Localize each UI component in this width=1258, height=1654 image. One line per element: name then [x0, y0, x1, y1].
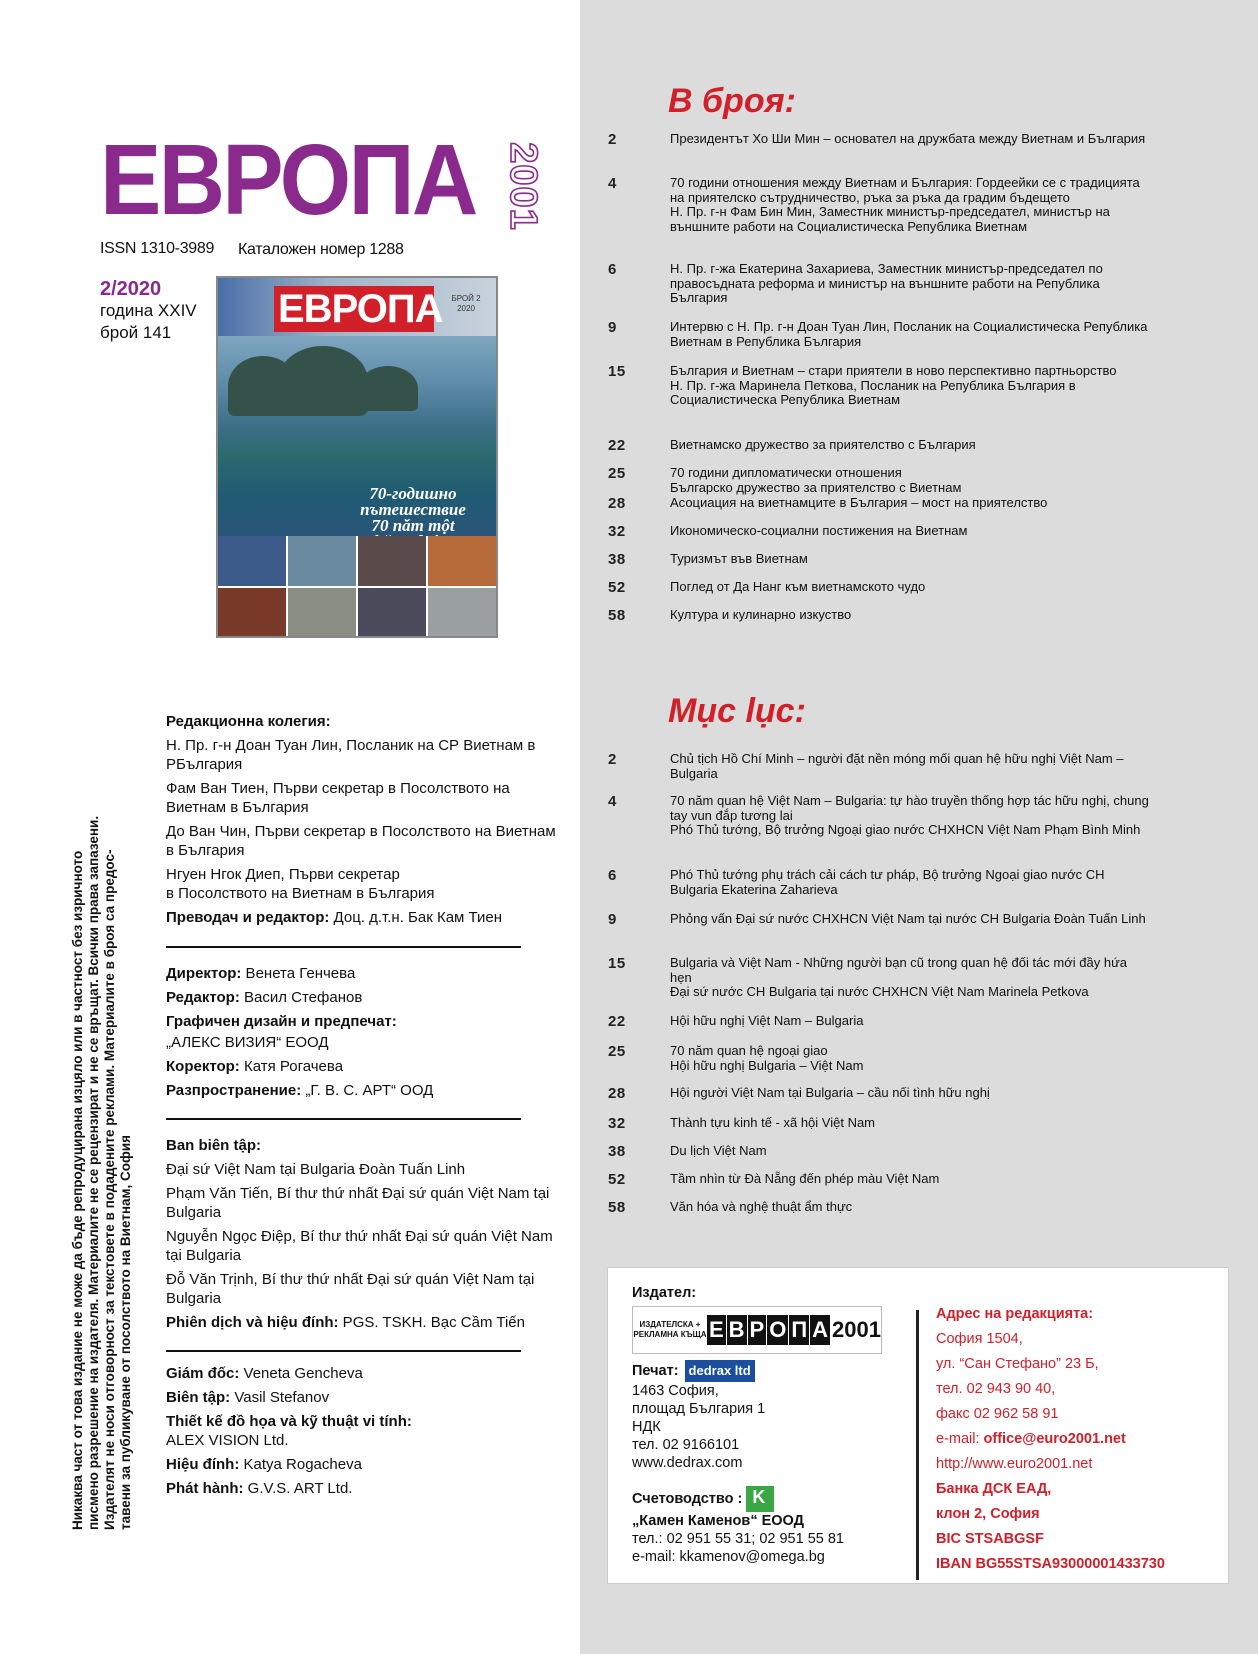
- toc-page-number: 28: [608, 1085, 626, 1102]
- bank-branch: клон 2, София: [936, 1506, 1040, 1522]
- toc-title: 70 năm quan hệ ngoại giao Hội hữu nghị Bulgaria – Việt Nam: [670, 1043, 864, 1073]
- editorial-address: [936, 1302, 1226, 1577]
- publisher-box: [608, 1268, 1228, 1583]
- print-label: Печат:: [632, 1362, 679, 1379]
- toc-page-number: 4: [608, 175, 617, 192]
- toc-title: Hội hữu nghị Việt Nam – Bulgaria: [670, 1013, 864, 1028]
- toc-title: Phỏng vấn Đại sứ nước CHXHCN Việt Nam tại nước CH Bulgaria Đoàn Tuấn Linh: [670, 911, 1146, 926]
- publisher-logo-letter: Р: [748, 1315, 767, 1345]
- bank-name: Банка ДСК ЕАД,: [936, 1481, 1052, 1497]
- address-line-2: ул. “Сан Стефано” 23 Б,: [936, 1356, 1099, 1372]
- publisher-logo-letter: О: [767, 1315, 788, 1345]
- cover-photo: [218, 336, 496, 536]
- editorial-board-vn: Ban biên tập: Đại sứ Việt Nam tại Bulgaria Đoàn Tuấn Linh Phạm Văn Tiến, Bí thư thứ nhất Đại sứ quán Việt Nam tại Bulgaria Nguyễn Ngọc Điệp, Bí thư thứ nhất Đại sứ quán Việt Nam tại Bulgaria Đỗ Văn Trịnh, Bí thư thứ nhất Đại sứ quán Việt Nam tại Bulgaria Phiên dịch và hiệu đính: PGS. TSKH. Bạc Cầm Tiến: [166, 1137, 553, 1331]
- toc-entry: [608, 552, 1168, 567]
- divider: [166, 1118, 521, 1120]
- toc-page-number: 6: [608, 867, 617, 884]
- toc-entry: [608, 524, 1168, 539]
- print-address-3: НДК: [632, 1419, 661, 1435]
- issue-info: [100, 278, 197, 344]
- toc-page-number: 32: [608, 1115, 626, 1132]
- toc-title: Виетнамско дружество за приятелство с България: [670, 437, 976, 452]
- toc-entry: [608, 1086, 1168, 1101]
- toc-entry: [608, 364, 1168, 408]
- toc-title: Văn hóa và nghệ thuật ẩm thực: [670, 1199, 853, 1214]
- print-website[interactable]: www.dedrax.com: [632, 1455, 743, 1471]
- issue-number: 2/2020: [100, 278, 162, 300]
- cover-title: ЕВРОПА: [278, 287, 443, 331]
- toc-entry: [608, 1200, 1168, 1215]
- toc-title: Tầm nhìn từ Đà Nẵng đến phép màu Việt Nam: [670, 1171, 940, 1186]
- toc-title: България и Виетнам – стари приятели в ново перспективно партньорство Н. Пр. г-жа Маринела Петкова, Посланик на Република България в Социалистическа Република Виетнам: [670, 363, 1117, 407]
- toc-title: Асоциация на виетнамците в България – мост на приятелство: [670, 495, 1048, 510]
- toc-heading-bg: В броя:: [668, 82, 796, 120]
- toc-entry: [608, 132, 1168, 147]
- publisher-info: [632, 1284, 897, 1566]
- toc-heading-vn: Mục lục:: [668, 692, 806, 730]
- toc-title: Икономическо-социални постижения на Виетнам: [670, 523, 968, 538]
- toc-entry: [608, 912, 1168, 927]
- toc-page-number: 2: [608, 131, 617, 148]
- toc-title: 70 години отношения между Виетнам и България: Гордеейки се с традицията на приятелско сътрудничество, ръка за ръка да градим бъдещето Н. Пр. г-н Фам Бин Мин, Заместник министър-председател, министър на външните работи на Социалистическа Република Виетнам: [670, 175, 1140, 234]
- toc-page-number: 52: [608, 579, 626, 596]
- toc-entry: [608, 1014, 1168, 1029]
- address-label: Адрес на редакцията:: [936, 1306, 1094, 1322]
- toc-page-number: 25: [608, 1043, 626, 1060]
- catalog-number: Каталожен номер 1288: [238, 241, 404, 258]
- editorial-board-bg: Редакционна колегия: Н. Пр. г-н Доан Туан Лин, Посланик на СР Виетнам в РБългария Фам Ван Тиен, Първи секретар в Посолството на Виетнам в България До Ван Чин, Първи секретар в Посолството на Виетнам в България Нгуен Нгок Диеп, Първи секретар в Посолството на Виетнам в България Преводач и редактор: Доц. д.т.н. Бак Кам Тиен: [166, 713, 556, 926]
- toc-entry: [608, 752, 1168, 781]
- email-link[interactable]: office@euro2001.net: [983, 1431, 1126, 1447]
- cover-thumbnail: [216, 276, 498, 638]
- toc-title: Thành tựu kinh tế - xã hội Việt Nam: [670, 1115, 876, 1130]
- staff-bg: Директор: Венета Генчева Редактор: Васил Стефанов Графичен дизайн и предпечат: „АЛЕКС ВИЗИЯ“ ЕООД Коректор: Катя Рогачева Разпространение: „Г. В. С. АРТ“ ООД: [166, 965, 434, 1099]
- publisher-logo-letter: В: [727, 1315, 747, 1345]
- toc-page-number: 4: [608, 793, 617, 810]
- cover-hill: [358, 366, 418, 411]
- print-phone: тел. 02 9166101: [632, 1437, 740, 1453]
- publisher-label: Издател:: [632, 1285, 697, 1301]
- toc-page-number: 22: [608, 1013, 626, 1030]
- toc-page-number: 15: [608, 363, 626, 380]
- toc-title: Hội người Việt Nam tại Bulgaria – cầu nối tình hữu nghị: [670, 1085, 990, 1100]
- toc-title: Президентът Хо Ши Мин – основател на дружбата между Виетнам и България: [670, 131, 1146, 146]
- toc-page-number: 28: [608, 495, 626, 512]
- address-line-1: София 1504,: [936, 1331, 1023, 1347]
- toc-entry: [608, 176, 1168, 234]
- toc-entry: [608, 1116, 1168, 1131]
- accounting-label: Счетоводство :: [632, 1490, 743, 1507]
- toc-entry: [608, 608, 1168, 623]
- toc-entry: [608, 1044, 1168, 1073]
- toc-entry: [608, 956, 1168, 1000]
- toc-title: 70 năm quan hệ Việt Nam – Bulgaria: tự hào truyền thống hợp tác hữu nghị, chung tay vun đắp tương lai Phó Thủ tướng, Bộ trưởng Ngoại giao nước CHXHCN Việt Nam Phạm Bình Minh: [670, 793, 1149, 837]
- publisher-logo-letter: А: [810, 1315, 830, 1345]
- toc-title: Култура и кулинарно изкуство: [670, 607, 852, 622]
- divider: [166, 1350, 521, 1352]
- toc-title: Туризмът във Виетнам: [670, 551, 808, 566]
- toc-page-number: 9: [608, 319, 617, 336]
- toc-page-number: 58: [608, 1199, 626, 1216]
- print-address-2: площад България 1: [632, 1401, 766, 1417]
- left-panel: [0, 0, 580, 1654]
- cover-issue-label: БРОЙ 2 2020: [451, 294, 481, 313]
- cover-slogan: 70-годишно пътешествие 70 năm một: [360, 484, 466, 535]
- email-label: e-mail:: [936, 1431, 984, 1447]
- accounting-phone: тел.: 02 951 55 31; 02 951 55 81: [632, 1531, 844, 1547]
- bank-iban: IBAN BG55STSA93000001433730: [936, 1556, 1165, 1572]
- toc-title: Chủ tịch Hồ Chí Minh – người đặt nền móng mối quan hệ hữu nghị Việt Nam – Bulgaria: [670, 751, 1124, 781]
- toc-title: Phó Thủ tướng phụ trách cải cách tư pháp, Bộ trưởng Ngoại giao nước CH Bulgaria Ekaterina Zaharieva: [670, 867, 1105, 897]
- toc-page-number: 6: [608, 261, 617, 278]
- issue-year: година XXIV: [100, 301, 197, 320]
- kk-logo: [746, 1486, 774, 1512]
- toc-entry: [608, 1172, 1168, 1187]
- toc-title: Du lịch Việt Nam: [670, 1143, 767, 1158]
- address-phone: тел. 02 943 90 40,: [936, 1381, 1056, 1397]
- toc-entry: [608, 262, 1168, 306]
- toc-entry: [608, 320, 1168, 349]
- toc-page-number: 38: [608, 551, 626, 568]
- toc-title: Поглед от Да Нанг към виетнамското чудо: [670, 579, 926, 594]
- dedrax-logo: dedrax ltd: [685, 1360, 755, 1382]
- magazine-logo: [100, 124, 544, 236]
- toc-page-number: 32: [608, 523, 626, 540]
- toc-entry: [608, 868, 1168, 897]
- toc-page-number: 52: [608, 1171, 626, 1188]
- accounting-firm: „Камен Каменов“ ЕООД: [632, 1513, 804, 1529]
- toc-page-number: 15: [608, 955, 626, 972]
- toc-entry: [608, 466, 1168, 495]
- website-link[interactable]: http://www.euro2001.net: [936, 1456, 1093, 1472]
- toc-page-number: 38: [608, 1143, 626, 1160]
- toc-page-number: 58: [608, 607, 626, 624]
- toc-entry: [608, 496, 1168, 511]
- issn: ISSN 1310-3989: [100, 240, 215, 257]
- divider: [166, 946, 521, 948]
- toc-page-number: 22: [608, 437, 626, 454]
- toc-entry: [608, 580, 1168, 595]
- toc-title: 70 години дипломатически отношения Българско дружество за приятелство с Виетнам: [670, 465, 962, 495]
- toc-page-number: 25: [608, 465, 626, 482]
- staff-vn: Giám đốc: Veneta Gencheva Biên tập: Vasil Stefanov Thiết kế đồ họa và kỹ thuật vi tính: ALEX VISION Ltd. Hiệu đính: Katya Rogacheva Phát hành: G.V.S. ART Ltd.: [166, 1365, 412, 1497]
- publisher-logo: ИЗДАТЕЛСКА + РЕКЛАМНА КЪЩА Е В Р О П А 2001: [632, 1306, 882, 1354]
- print-address-1: 1463 София,: [632, 1383, 719, 1399]
- toc-page-number: 2: [608, 751, 617, 768]
- toc-entry: [608, 1144, 1168, 1159]
- logo-year: 2001: [501, 141, 544, 231]
- publisher-divider: [916, 1310, 919, 1580]
- accounting-email[interactable]: e-mail: kkamenov@omega.bg: [632, 1549, 825, 1565]
- bank-bic: BIC STSABGSF: [936, 1531, 1044, 1547]
- toc-title: Интервю с Н. Пр. г-н Доан Туан Лин, Посланик на Социалистическа Република Виетнам в Република България: [670, 319, 1148, 349]
- publisher-logo-letter: П: [789, 1315, 809, 1345]
- address-fax: факс 02 962 58 91: [936, 1406, 1059, 1422]
- publisher-logo-letter: Е: [707, 1315, 726, 1345]
- logo-name: ЕВРОПА: [100, 124, 476, 236]
- copyright-notice: Никаква част от това издание не може да бъде репродуцирана изцяло или в частност без изричното писмено разрешение на издателя. Материалите не се рецензират и не се връщат. Всички права запазени. Издателят не носи отговорност за текстовете в подадените реклами. Материалите в броя са предос- тавени за публикуване от посолството на Виетнам, София: [70, 815, 133, 1530]
- issue-no: брой 141: [100, 323, 172, 342]
- toc-entry: [608, 794, 1168, 838]
- toc-title: Bulgaria và Việt Nam - Những người bạn cũ trong quan hệ đối tác mới đầy hứa hẹn Đại sứ nước CH Bulgaria tại nước CHXHCN Việt Nam Marinela Petkova: [670, 955, 1127, 999]
- cover-hill: [278, 346, 368, 416]
- toc-page-number: 9: [608, 911, 617, 928]
- toc-entry: [608, 438, 1168, 453]
- toc-title: Н. Пр. г-жа Екатерина Захариева, Заместник министър-председател по правосъдната реформа и министър на външните работи на Република България: [670, 261, 1103, 305]
- cover-photo-grid: [218, 536, 496, 638]
